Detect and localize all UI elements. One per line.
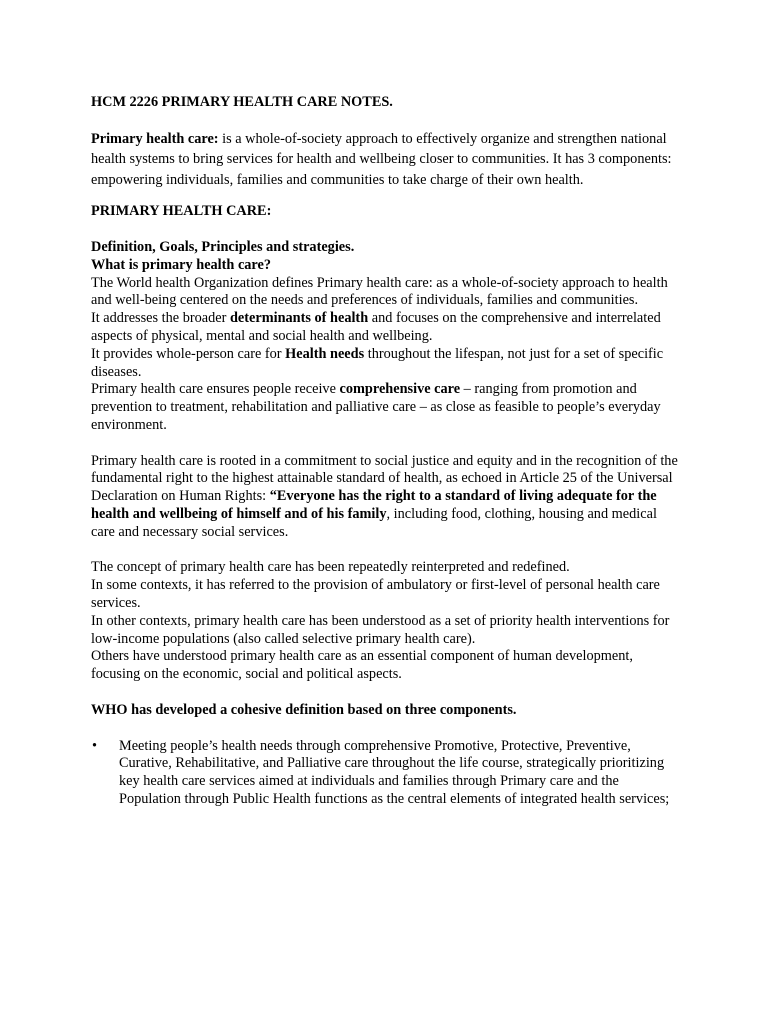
list-item-text: Meeting people’s health needs through comprehensive Promotive, Protective, Preventive, Curative, Rehabilitative, and Palliative care throughout the life course, strategically prioritizing key health care services aimed at individuals and families through Primary care and the Population through Public Health functions as the central elements of integrated health services; bbox=[119, 737, 670, 807]
section-heading: PRIMARY HEALTH CARE: bbox=[91, 203, 272, 220]
bullet-icon: • bbox=[92, 737, 98, 754]
text-segment: – ranging from promotion and prevention to treatment, rehabilitation and palliative care – as close as feasible to people’s everyday environment. bbox=[91, 381, 661, 434]
text-segment: and focuses on the comprehensive and interrelated aspects of physical, mental and social health and wellbeing. bbox=[91, 310, 661, 345]
paragraph-spacer bbox=[91, 720, 681, 738]
text-segment: throughout the lifespan, not just for a set of specific diseases. bbox=[91, 345, 664, 380]
text-segment: It provides whole-person care for bbox=[91, 345, 286, 362]
paragraph-who-definition: The World health Organization defines Primary health care: as a whole-of-society approach to health and well-being centered on the needs and preferences of individuals, families and communities. bbox=[91, 274, 668, 309]
paragraph-spacer bbox=[91, 542, 681, 560]
bold-term: determinants of health bbox=[229, 310, 369, 327]
subheading-definition: Definition, Goals, Principles and strategies. bbox=[91, 239, 355, 256]
paragraph-concept-4: Others have understood primary health care as an essential component of human development, focusing on the economic, social and political aspects. bbox=[91, 648, 633, 683]
intro-term: Primary health care: bbox=[91, 130, 219, 147]
document-title: HCM 2226 PRIMARY HEALTH CARE NOTES. bbox=[91, 94, 393, 110]
who-components-heading: WHO has developed a cohesive definition based on three components. bbox=[91, 701, 517, 718]
text-segment: Primary health care is rooted in a commitment to social justice and equity and in the recognition of the fundamental right to the highest attainable standard of health, as echoed in Article 25 of the Universal Declaration on Human Rights: bbox=[91, 452, 678, 505]
paragraph-determinants bbox=[91, 310, 681, 346]
paragraph-concept-1: The concept of primary health care has been repeatedly reinterpreted and redefined. bbox=[91, 559, 570, 576]
bold-term: Health needs bbox=[285, 345, 365, 362]
paragraph-human-rights bbox=[91, 453, 681, 542]
document-page bbox=[91, 94, 681, 809]
text-segment: , including food, clothing, housing and medical care and necessary social services. bbox=[91, 506, 657, 540]
components-list bbox=[91, 738, 681, 809]
paragraph-health-needs bbox=[91, 346, 681, 382]
paragraph-spacer bbox=[91, 435, 681, 453]
paragraph-concept-2: In some contexts, it has referred to the provision of ambulatory or first-level of personal health care services. bbox=[91, 577, 660, 612]
subheading-question: What is primary health care? bbox=[91, 256, 272, 273]
paragraph-concept-3: In other contexts, primary health care has been understood as a set of priority health interventions for low-income populations (also called selective primary health care). bbox=[91, 612, 670, 647]
text-segment: Primary health care ensures people receive bbox=[91, 381, 340, 398]
bold-quote: “Everyone has the right to a standard of living adequate for the health and wellbeing of himself and of his family bbox=[91, 488, 657, 523]
paragraph-spacer bbox=[91, 684, 681, 702]
text-segment: It addresses the broader bbox=[91, 310, 230, 327]
paragraph-comprehensive-care bbox=[91, 381, 681, 434]
intro-paragraph bbox=[91, 129, 681, 191]
intro-text: is a whole-of-society approach to effectively organize and strengthen national health systems to bring services for health and wellbeing closer to communities. It has 3 components: empowering individuals, families and communities to take charge of their own health. bbox=[91, 130, 672, 188]
list-item bbox=[92, 737, 681, 809]
bold-term: comprehensive care bbox=[339, 381, 461, 398]
